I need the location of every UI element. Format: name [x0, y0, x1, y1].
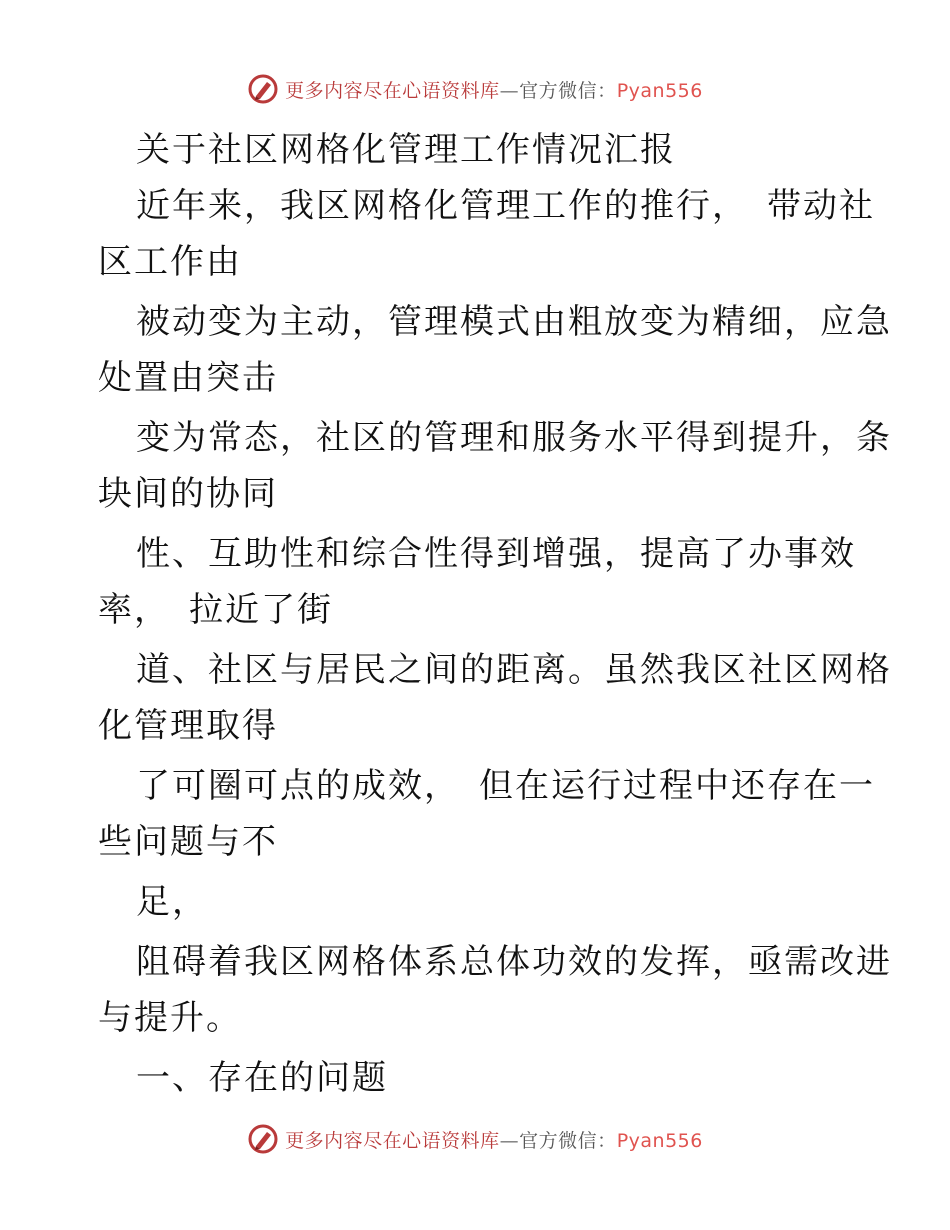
paragraph-line: 阻碍着我区网格体系总体功效的发挥，亟需改进 [136, 942, 892, 982]
paragraph-line: 块间的协同 [98, 474, 278, 514]
paragraph-line: 些问题与不 [98, 822, 278, 862]
header-wechat-id: Pyan556 [616, 79, 703, 102]
header-official-label: 官方微信： [519, 79, 617, 102]
header-banner-text [285, 76, 703, 103]
pen-logo-icon [247, 1123, 279, 1155]
header-banner [0, 72, 950, 106]
paragraph-line: 近年来，我区网格化管理工作的推行， 带动社 [136, 186, 875, 226]
paragraph-line: 率， 拉近了街 [98, 590, 333, 630]
paragraph-line: 变为常态，社区的管理和服务水平得到提升，条 [136, 418, 892, 458]
paragraph-line: 与提升。 [98, 998, 242, 1038]
paragraph-line: 足， [136, 882, 208, 922]
document-body [98, 122, 892, 1106]
header-brand-text: 更多内容尽在心语资料库 [285, 79, 500, 102]
paragraph-line: 处置由突击 [98, 358, 278, 398]
paragraph-line: 了可圈可点的成效， 但在运行过程中还存在一 [136, 766, 875, 806]
paragraph-line: 被动变为主动，管理模式由粗放变为精细，应急 [136, 302, 892, 342]
paragraph-line: 道、社区与居民之间的距离。虽然我区社区网格 [136, 650, 892, 690]
footer-wechat-id: Pyan556 [616, 1129, 703, 1152]
section-heading: 一、存在的问题 [136, 1058, 388, 1098]
header-separator: — [499, 79, 520, 102]
footer-brand-text: 更多内容尽在心语资料库 [285, 1129, 500, 1152]
document-title: 关于社区网格化管理工作情况汇报 [136, 130, 676, 170]
footer-separator: — [499, 1129, 520, 1152]
footer-banner-text [285, 1126, 703, 1153]
paragraph-line: 化管理取得 [98, 706, 278, 746]
paragraph-line: 性、互助性和综合性得到增强，提高了办事效 [136, 534, 856, 574]
footer-official-label: 官方微信： [519, 1129, 617, 1152]
paragraph-line: 区工作由 [98, 242, 242, 282]
footer-banner [0, 1122, 950, 1156]
pen-logo-icon [247, 73, 279, 105]
